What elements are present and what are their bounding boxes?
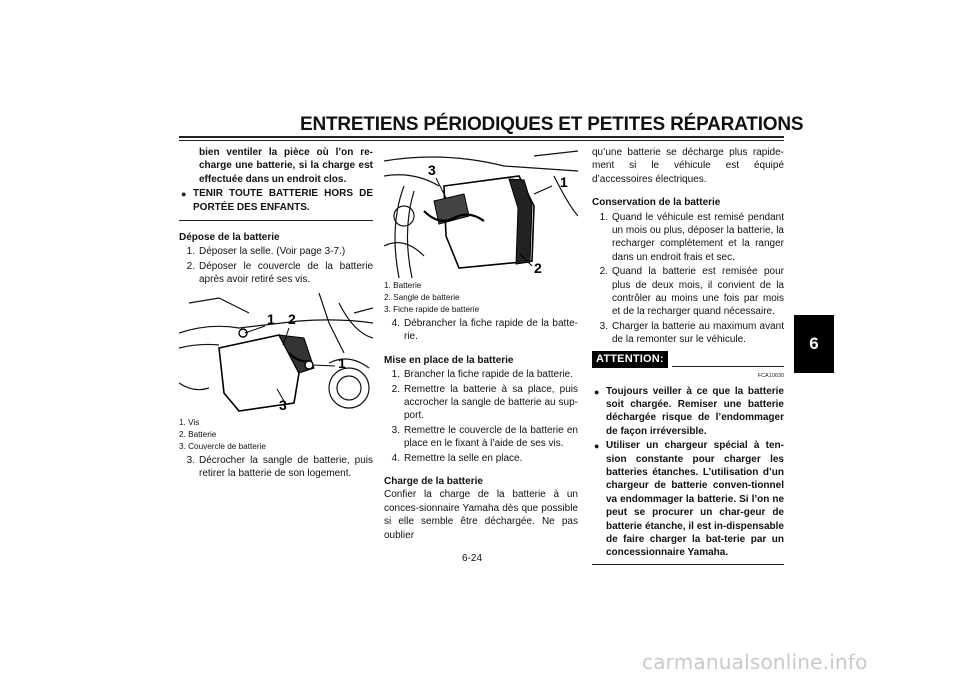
step-number: 2. [391, 383, 400, 395]
caption-item: 1. Vis [179, 417, 200, 427]
step-number: 2. [599, 266, 608, 278]
bullet-dot-icon: ● [594, 386, 600, 397]
step-text: Déposer le couvercle de la batterie après avoir retiré ses vis. [199, 260, 373, 286]
page-number: 6-24 [462, 553, 483, 564]
watermark: carmanualsonline.info [642, 650, 868, 674]
attention-bullet-text: Utiliser un chargeur spécial à ten-sion constante pour charger les batteries étanches. L’utilisation d’un chargeur de batterie conven-tionnel va endommager la batterie. Si l’on ne peut se procurer un char-geur de batterie étanche, il est in-dispensable de faire charger la bat-terie par un concessionnaire Yamaha. [606, 440, 784, 559]
callout-label: 2 [288, 310, 296, 327]
column-3 [592, 146, 784, 575]
attention-header [592, 351, 784, 368]
caption-item: 2. Batterie [179, 429, 217, 439]
step-text: Remettre la selle en place. [404, 452, 523, 464]
callout-label: 1 [267, 310, 275, 327]
step-number: 2. [186, 260, 195, 272]
caption-item: 3. Couvercle de batterie [179, 441, 266, 451]
caption-item: 3. Fiche rapide de batterie [384, 305, 480, 314]
section-heading-charge: Charge de la batterie [384, 476, 483, 488]
attention-bullet [592, 439, 784, 560]
step-text: Charger la batterie au maximum avant de la remonter sur le véhicule. [612, 320, 784, 346]
battery-strap-illustration [384, 146, 578, 278]
removal-step [384, 317, 578, 344]
step-text: Débrancher la fiche rapide de la batte-rie. [404, 318, 578, 343]
step-number: 1. [186, 246, 195, 258]
step-text: Décrocher la sangle de batterie, puis retirer la batterie de son logement. [199, 454, 373, 480]
step-text: Remettre le couvercle de la batterie en place en le fixant à l’aide de ses vis. [404, 424, 578, 450]
step-text: Remettre la batterie à sa place, puis accrocher la sangle de batterie au sup-port. [404, 383, 578, 422]
callout-label: 3 [279, 396, 287, 413]
chapter-tab[interactable]: 6 [794, 315, 834, 373]
warning-bullet [179, 187, 373, 214]
callout-label: 3 [428, 162, 436, 178]
callout-label: 2 [534, 260, 542, 276]
callout-label: 1 [560, 174, 568, 190]
step-number: 1. [599, 211, 608, 223]
figure-caption-list [384, 280, 578, 316]
attention-bullet [592, 385, 784, 439]
storage-step [592, 320, 784, 347]
caption-item: 2. Sangle de batterie [384, 293, 460, 302]
warning-end-rule [179, 220, 373, 221]
storage-step [592, 265, 784, 319]
step-text: Quand la batterie est remisée pour plus de deux mois, il convient de la contrôler au moins une fois par mois et de la recharger quand nécessaire. [612, 266, 784, 318]
step-number: 1. [391, 369, 400, 381]
section-heading-installation: Mise en place de la batterie [384, 354, 514, 366]
attention-code: FCA10630 [757, 373, 784, 380]
step-number: 3. [186, 454, 195, 466]
install-step [384, 424, 578, 451]
storage-step [592, 211, 784, 265]
header-rule-thin [179, 140, 784, 141]
attention-rule [672, 366, 784, 367]
section-heading-removal: Dépose de la batterie [179, 232, 280, 244]
header-rule-thick [179, 136, 784, 138]
figure-caption-list [179, 417, 373, 453]
step-text: Brancher la fiche rapide de la batterie. [404, 369, 573, 381]
attention-end-rule [592, 564, 784, 565]
install-step [384, 383, 578, 423]
warning-bullet-text: TENIR TOUTE BATTERIE HORS DE PORTÉE DES ENFANTS. [193, 188, 373, 213]
warning-continuation: bien ventiler la pièce où l’on re-charge une batterie, si la charge est effectuée dans un endroit clos. [199, 147, 373, 185]
callout-label: 1 [338, 354, 346, 371]
step-text: Déposer la selle. (Voir page 3-7.) [199, 246, 346, 258]
section-heading-storage: Conservation de la batterie [592, 197, 721, 209]
step-number: 4. [391, 318, 400, 329]
step-text: Quand le véhicule est remisé pendant un mois ou plus, déposer la batterie, la recharger complètement et la ranger dans un endroit frais et sec. [612, 211, 784, 263]
attention-bullet-text: Toujours veiller à ce que la batterie soit chargée. Remiser une batterie déchargée risque de l’endommager de façon irréversible. [606, 385, 784, 437]
removal-step [179, 245, 373, 258]
removal-step [179, 454, 373, 481]
install-step [384, 452, 578, 465]
step-number: 3. [391, 424, 400, 436]
install-step [384, 368, 578, 381]
caption-item: 1. Batterie [384, 281, 422, 290]
bullet-dot-icon: ● [181, 189, 187, 200]
charge-paragraph-continued: qu’une batterie se décharge plus rapide-ment si le véhicule est équipé d’accessoires électriques. [592, 147, 784, 185]
bullet-dot-icon: ● [594, 441, 600, 452]
step-number: 4. [391, 452, 400, 464]
charge-paragraph: Confier la charge de la batterie à un conces-sionnaire Yamaha dès que possible si elle semble être déchargée. Ne pas oublier [384, 489, 578, 541]
battery-strap-figure [384, 146, 578, 278]
column-2 [384, 146, 578, 542]
page-title: ENTRETIENS PÉRIODIQUES ET PETITES RÉPARATIONS [300, 114, 804, 135]
attention-label: ATTENTION: [592, 351, 668, 368]
battery-cover-illustration [179, 293, 373, 415]
column-1 [179, 146, 373, 480]
step-number: 3. [599, 320, 608, 332]
removal-step [179, 260, 373, 287]
battery-cover-figure [179, 293, 373, 415]
